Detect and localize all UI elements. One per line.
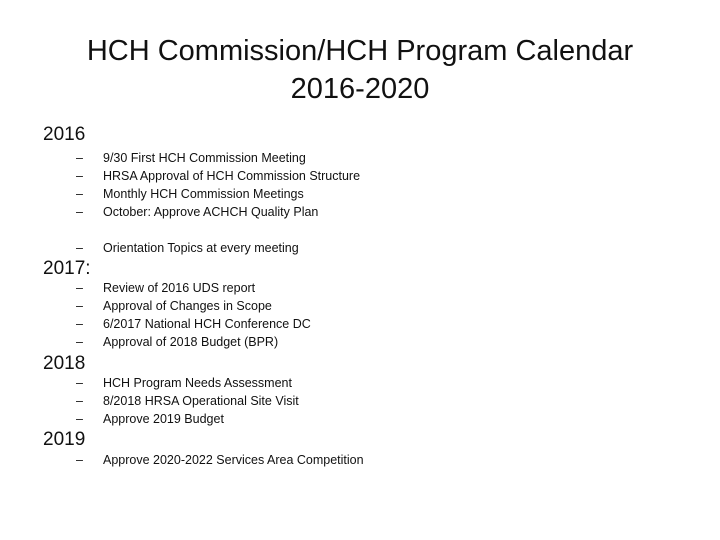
bullet-dash: – [76,299,83,313]
list-item-text: 6/2017 National HCH Conference DC [103,317,311,331]
year-heading-2019: 2019 [43,429,86,450]
bullet-dash: – [76,169,83,183]
list-item-text: Review of 2016 UDS report [103,281,256,295]
list-item-text: 8/2018 HRSA Operational Site Visit [103,394,299,408]
list-item-text: Monthly HCH Commission Meetings [103,187,304,201]
bullet-dash: – [76,335,83,349]
bullet-dash: – [76,376,83,390]
year-heading-2016: 2016 [43,124,86,145]
list-item-text: Approve 2019 Budget [103,412,224,426]
list-item-text: Approve 2020-2022 Services Area Competition [103,453,364,467]
list-item-text: Approval of 2018 Budget (BPR) [103,335,279,349]
list-item-text: 9/30 First HCH Commission Meeting [103,151,306,165]
list-item-text: Approval of Changes in Scope [103,299,272,313]
bullet-dash: – [76,187,83,201]
bullet-dash: – [76,412,83,426]
bullet-dash: – [76,453,83,467]
year-heading-2018: 2018 [43,353,86,374]
list-item-text: Orientation Topics at every meeting [103,241,299,255]
page-title-line-2: 2016-2020 [290,73,430,105]
bullet-dash: – [76,317,83,331]
bullet-dash: – [76,394,83,408]
list-item-text: HCH Program Needs Assessment [103,376,292,390]
bullet-dash: – [76,151,83,165]
list-item-text: HRSA Approval of HCH Commission Structure [103,169,361,183]
bullet-dash: – [76,281,83,295]
bullet-dash: – [76,205,83,219]
list-item-text: October: Approve ACHCH Quality Plan [103,205,319,219]
year-heading-2017: 2017: [43,258,91,279]
page-title-line-1: HCH Commission/HCH Program Calendar [86,35,634,67]
bullet-dash: – [76,241,83,255]
